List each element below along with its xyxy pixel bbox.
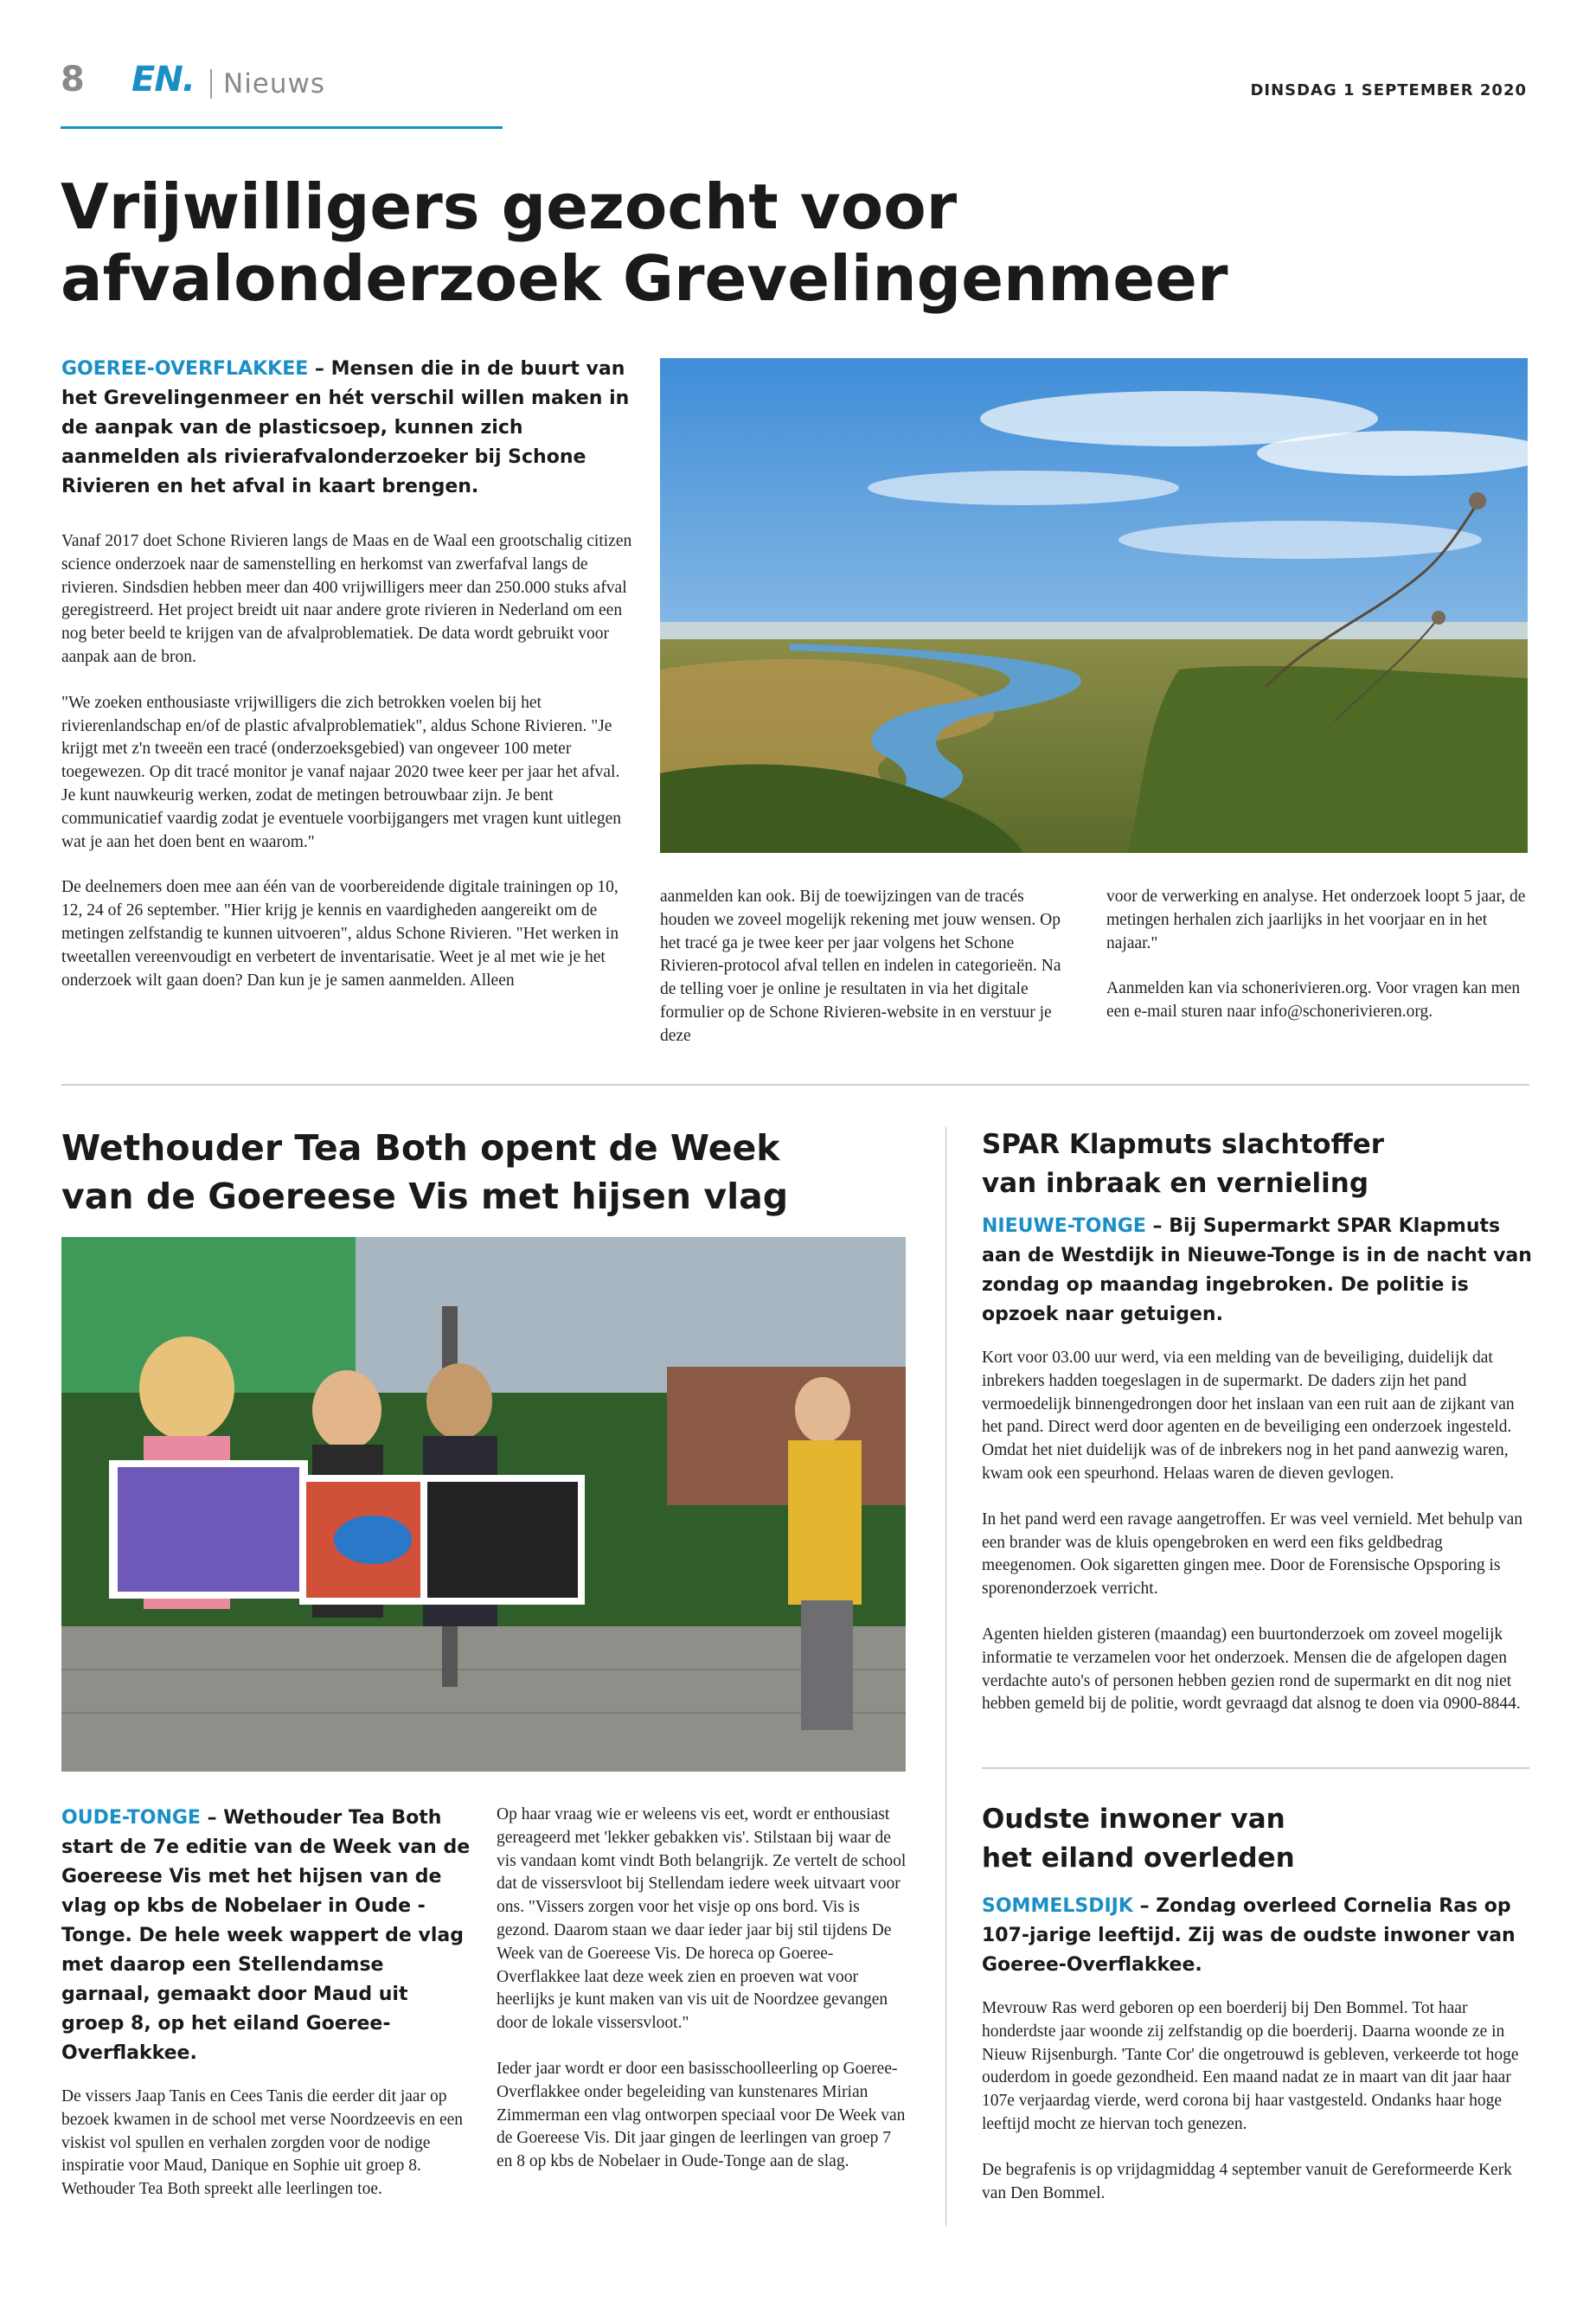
article2-headline bbox=[61, 1124, 926, 1221]
article2-column1 bbox=[61, 2086, 475, 2202]
article4-headline-line1: Oudste inwoner van bbox=[982, 1804, 1285, 1835]
masthead-underline bbox=[61, 126, 503, 129]
article3-headline-line2: van inbraak en vernieling bbox=[982, 1168, 1369, 1199]
section-divider bbox=[982, 1767, 1529, 1769]
article1-column2 bbox=[660, 886, 1072, 1071]
article2-dateline: OUDE-TONGE bbox=[61, 1807, 201, 1829]
article2-paragraph: Wethouder Tea Both spreekt alle leerlingen toe. bbox=[61, 2180, 382, 2199]
article2-paragraph: Op haar vraag wie er weleens vis eet, wordt er enthousiast gereageerd met 'lekker gebakken vis'. Stilstaan bij waar de vis vandaan komt vindt Both belangrijk. Ze vertelt de school dat de vissersvloot bij Stellendam iedere week uitvaart voor ons. "Vissers zorgen voor het visje op ons bord. Vis is gezond. Daarom staan we daar ieder jaar bij stil tijdens De Week van de Goereese Vis. De horeca op Goeree-Overflakkee laat deze week zien en proeven wat voor heerlijks je kunt maken van vis uit de Noordzee gevangen door de lokale vissersvloot." bbox=[497, 1805, 907, 2033]
article3-paragraph: In het pand werd een ravage aangetroffen. Er was veel vernield. Met behulp van een brander was de kluis opengebroken en werd een fiks geldbedrag meegenomen. Ook sigaretten gingen mee. Door de Forensische Opsporing is sporenonderzoek verricht. bbox=[982, 1509, 1522, 1599]
article1-paragraph: "We zoeken enthousiaste vrijwilligers die zich betrokken voelen bij het rivierenlandschap en/of de plastic afvalproblematiek", aldus Schone Rivieren. "Je krijgt met z'n tweeën een tracé (onderzoeksgebied) van ongeveer 100 meter toegewezen. Op dit tracé monitor je vanaf najaar 2020 twee keer per jaar het afval. Je kunt nauwkeurig werken, zodat de metingen betrouwbaar zijn. Je bent communicatief vaardig zodat je eventuele voorbijgangers met vragen kunt uitlegen wat je aan het doen bent en waarom." bbox=[61, 693, 622, 851]
article4-lead-text: – Zondag overleed Cornelia Ras op 107-jarige leeftijd. Zij was de oudste inwoner van Goeree-Overflakkee. bbox=[982, 1895, 1516, 1976]
issue-date: DINSDAG 1 SEPTEMBER 2020 bbox=[1250, 81, 1527, 99]
article1-paragraph: Vanaf 2017 doet Schone Rivieren langs de Maas en de Waal een grootschalig citizen science onderzoek naar de samenstelling en herkomst van zwerfafval langs de rivieren. Sindsdien hebben meer dan 400 vrijwilligers meer dan 250.000 stuks afval geregistreerd. Het project breidt uit naar andere grote rivieren in Nederland om een nog beter beeld te krijgen van de afvalproblematiek. De data wordt gebruikt voor aanpak aan de bron. bbox=[61, 532, 632, 666]
article3-lead-text: – Bij Supermarkt SPAR Klapmuts aan de Westdijk in Nieuwe-Tonge is in de nacht van zondag op maandag ingebroken. De politie is opzoek naar getuigen. bbox=[982, 1215, 1532, 1325]
article1-headline-line1: Vrijwilligers gezocht voor bbox=[61, 170, 958, 243]
article2-paragraph: Ieder jaar wordt er door een basisschoolleerling op Goeree-Overflakkee onder begeleiding van kunstenares Mirian Zimmerman een vlag ontworpen speciaal voor De Week van de Goereese Vis. Dit jaar gingen de leerlingen van groep 7 en 8 op kbs de Nobelaer in Oude-Tonge aan de slag. bbox=[497, 2059, 906, 2171]
article1-lead-text: – Mensen die in de buurt van het Grevelingenmeer en hét verschil willen maken in de aanpak van de plasticsoep, kunnen zich aanmelden als rivierafvalonderzoeker bij Schone Rivieren en het afval in kaart brengen. bbox=[61, 358, 630, 497]
article1-paragraph: De deelnemers doen mee aan één van de voorbereidende digitale trainingen op 10, 12, 24 of 26 september. "Hier krijg je kennis en vaardigheden aangereikt om de metingen zelfstandig te kunnen uitvoeren", aldus Schone Rivieren. "Het werken in tweetallen vereenvoudigt en verbetert de inventarisatie. Weet je al met wie je het onderzoek wilt gaan doen? Dan kun je je samen aanmelden. Alleen bbox=[61, 878, 619, 990]
article1-dateline: GOEREE-OVERFLAKKEE bbox=[61, 358, 309, 380]
section-name: Nieuws bbox=[223, 68, 326, 99]
article3-dateline: NIEUWE-TONGE bbox=[982, 1215, 1146, 1237]
column-divider bbox=[945, 1127, 946, 2226]
article1-column3 bbox=[1106, 886, 1530, 1047]
article2-lead bbox=[61, 1804, 475, 2068]
article4-paragraph: Mevrouw Ras werd geboren op een boerderij bij Den Bommel. Tot haar honderdste jaar woonde zij zelfstandig op die boerderij. Daarna woonde ze in Nieuw Rijsenburgh. 'Tante Cor' die ongetrouwd is gebleven, verkeerde tot hoge ouderdom in goede gezondheid. Een maand nadat ze in maart van dit jaar haar 107e verjaardag vierde, werd corona bij haar vastgesteld. Ondanks haar hoge leeftijd mocht ze hiervan toch genezen. bbox=[982, 1999, 1519, 2133]
landscape-illustration bbox=[660, 358, 1528, 853]
article1-paragraph: voor de verwerking en analyse. Het onderzoek loopt 5 jaar, de metingen herhalen zich jaarlijks in het voorjaar en in het najaar." bbox=[1106, 888, 1526, 952]
school-photo-illustration bbox=[61, 1237, 906, 1772]
article3-paragraph: Kort voor 03.00 uur werd, via een melding van de beveiliging, duidelijk dat inbrekers hadden toegeslagen in de supermarkt. De daders zijn het pand vermoedelijk binnengedrongen door het inslaan van een ruit aan de zijkant van het pand. Direct werd door agenten en de beveiliging een onderzoek ingesteld. Omdat het niet duidelijk was of de inbrekers nog in het pand aanwezig waren, kwam ook een speurhond. Helaas waren de dieven gevlogen. bbox=[982, 1349, 1515, 1483]
article4-paragraph: De begrafenis is op vrijdagmiddag 4 september vanuit de Gereformeerde Kerk van Den Bommel. bbox=[982, 2160, 1512, 2202]
grevelingenmeer-photo bbox=[660, 358, 1528, 853]
article2-lead-text: – Wethouder Tea Both start de 7e editie van de Week van de Goereese Vis met het hijsen van de vlag op kbs de Nobelaer in Oude -Tonge. De hele week wappert de vlag met daarop een Stellendamse garnaal, gemaakt door Maud uit groep 8, op het eiland Goeree-Overflakkee. bbox=[61, 1807, 471, 2064]
article4-headline-line2: het eiland overleden bbox=[982, 1843, 1295, 1874]
article2-paragraph: De vissers Jaap Tanis en Cees Tanis die eerder dit jaar op bezoek kwamen in de school met verse Noordzeevis en een viskist vol spullen en verhalen zorgden voor de nodige inspiratie voor Maud, Danique en Sophie uit groep 8. bbox=[61, 2087, 464, 2176]
article1-headline bbox=[61, 171, 1548, 315]
article3-lead bbox=[982, 1212, 1532, 1330]
article2-headline-line2: van de Goereese Vis met hijsen vlag bbox=[61, 1176, 789, 1217]
article1-lead bbox=[61, 355, 638, 502]
article3-body bbox=[982, 1347, 1532, 1739]
section-divider bbox=[61, 1084, 1529, 1086]
article4-headline bbox=[982, 1800, 1535, 1878]
article2-column2 bbox=[497, 1804, 910, 2196]
article4-lead bbox=[982, 1892, 1532, 1980]
article3-headline-line1: SPAR Klapmuts slachtoffer bbox=[982, 1129, 1385, 1160]
article4-dateline: SOMMELSDIJK bbox=[982, 1895, 1133, 1917]
article3-headline bbox=[982, 1125, 1535, 1203]
masthead-divider bbox=[210, 69, 212, 99]
page-number: 8 bbox=[61, 60, 85, 99]
school-flag-photo bbox=[61, 1237, 906, 1772]
article1-paragraph: aanmelden kan ook. Bij de toewijzingen van de tracés houden we zoveel mogelijk rekening met jouw wensen. Op het tracé ga je twee keer per jaar volgens het Schone Rivieren-protocol afval tellen en indelen in categorieën. Na de telling voer je online je resultaten in via het digitale formulier op de Schone Rivieren-website in en verstuur je deze bbox=[660, 888, 1061, 1045]
article1-headline-line2: afvalonderzoek Grevelingenmeer bbox=[61, 242, 1228, 315]
article1-column1 bbox=[61, 530, 632, 1015]
article1-paragraph: Aanmelden kan via schonerivieren.org. Voor vragen kan men een e-mail sturen naar info@schonerivieren.org. bbox=[1106, 979, 1521, 1022]
brand-logo: EN. bbox=[131, 60, 195, 99]
article2-headline-line1: Wethouder Tea Both opent de Week bbox=[61, 1127, 780, 1169]
article4-body bbox=[982, 1997, 1532, 2227]
article3-paragraph: Agenten hielden gisteren (maandag) een buurtonderzoek om zoveel mogelijk informatie te verzamelen voor het onderzoek. Mensen die de afgelopen dagen verdachte auto's of personen hebben gezien rond de supermarkt en dit nog niet hebben gemeld bij de politie, wordt gevraagd dat alsnog te doen via 0900-8844. bbox=[982, 1625, 1521, 1714]
